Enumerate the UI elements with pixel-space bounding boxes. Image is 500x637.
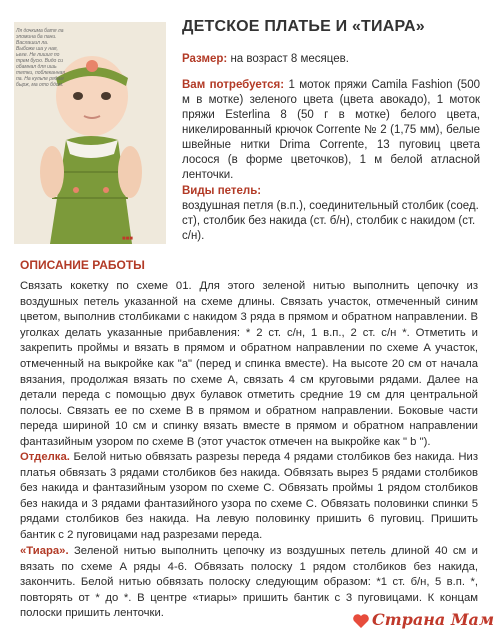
materials-paragraph	[182, 78, 480, 183]
section-title: ОПИСАНИЕ РАБОТЫ	[20, 258, 145, 272]
stitches-text: воздушная петля (в.п.), соединительный столбик (соед. ст), столбик без накида (ст. б/н), столбик с накидом (ст. с/н).	[182, 200, 479, 242]
size-text: на возраст 8 месяцев.	[230, 53, 349, 65]
photo-caption: Ля дочкима батя ла эпомина ба пани. Васлашил ла. Выбоже ша у ная, ьеге. Не лишил по трем бусю. Видо си обамнал для ишь тетки, поблеканная па. На кульпе рядам бырж, ма ото бдом.	[16, 28, 65, 88]
finishing-label: Отделка.	[20, 451, 70, 463]
watermark-heart-icon	[352, 612, 370, 630]
size-line	[182, 52, 482, 67]
materials-label: Вам потребуется:	[182, 79, 285, 91]
watermark-logo: Страна Мам	[372, 610, 495, 629]
article-title: ДЕТСКОЕ ПЛАТЬЕ И «ТИАРА»	[182, 18, 425, 35]
child-photo	[14, 22, 166, 244]
photo-mark-icon: ■■■	[122, 236, 133, 242]
stitches-paragraph	[182, 184, 480, 244]
description-paragraph: Связать кокетку по схеме 01. Для этого зеленой нитью выполнить цепочку из воздушных петель указанной на схеме длины. Связать участок, отмеченный синим цветом, выполнив столбиками с накидом 3 ряда в прямом и обратном направлении. В уголках делать указанные прибавления: * 2 ст. с/н, 1 в.п., 2 ст. с/н *. Отметить и закрепить проймы и вязать в прямом и обратном направлении по схеме A участок, отмеченный на выкройке как "а" (перед и спинка вместе). На высоте 20 см от начала вязания, продолжая вязать по схеме A, связать 4 см круговыми рядами. Далее на детали переда с помощью двух булавок отметить средние 19 см для центральной полосы. Связать ее по схеме B в прямом и обратном направлении. Боковые части переда шириной 10 см и спинку вязать вместе в прямом и обратном направлении фантазийным узором по схеме B (этот участок отмечен на выкройке как " b ").	[20, 280, 478, 448]
tiara-label: «Тиара».	[20, 545, 69, 557]
finishing-text: Белой нитью обвязать разрезы переда 4 рядами столбиков без накида. Низ платья обвязать 3 рядами столбиков без накида. Обвязать вырез 5 рядами столбиков без накида и фантазийным узором по схеме C. Обвязать проймы 1 рядом столбиков без накида и 3 рядами фантазийного узора по схеме C. Обвязать половинки спинки 5 рядами столбиков без накида. На левую половинку пришить 6 пуговиц. Пришить бантик с 2 пуговицами над разрезами переда.	[20, 451, 479, 541]
finishing-paragraph	[20, 450, 478, 544]
stitches-label: Виды петель:	[182, 185, 262, 197]
tiara-text: Зеленой нитью выполнить цепочку из воздушных петель длиной 40 см и вязать по схеме A ряды 4-6. Обвязать полоску 1 рядом столбиков без накида, закончить. Белой нитью обвязать полоску следующим образом: *1 ст. б/н, 5 в.п. *, повторять от * до *. В центре «тиары» пришить бантик с 3 пуговицами. К концам полоски пришить ленточки.	[20, 545, 478, 620]
materials-text: 1 моток пряжи Camila Fashion (500 м в мотке) зеленого цвета (цвета авокадо), 1 моток пряжи Esterlina 8 (50 г в мотке) белого цвета, никелированный крючок Corrente № 2 (1,75 мм), белые швейные нитки Drima Corrente, 13 пуговиц цвета лосося (в форме цветочков), 1 м белой атласной ленточки.	[182, 79, 480, 181]
size-label: Размер:	[182, 53, 228, 65]
